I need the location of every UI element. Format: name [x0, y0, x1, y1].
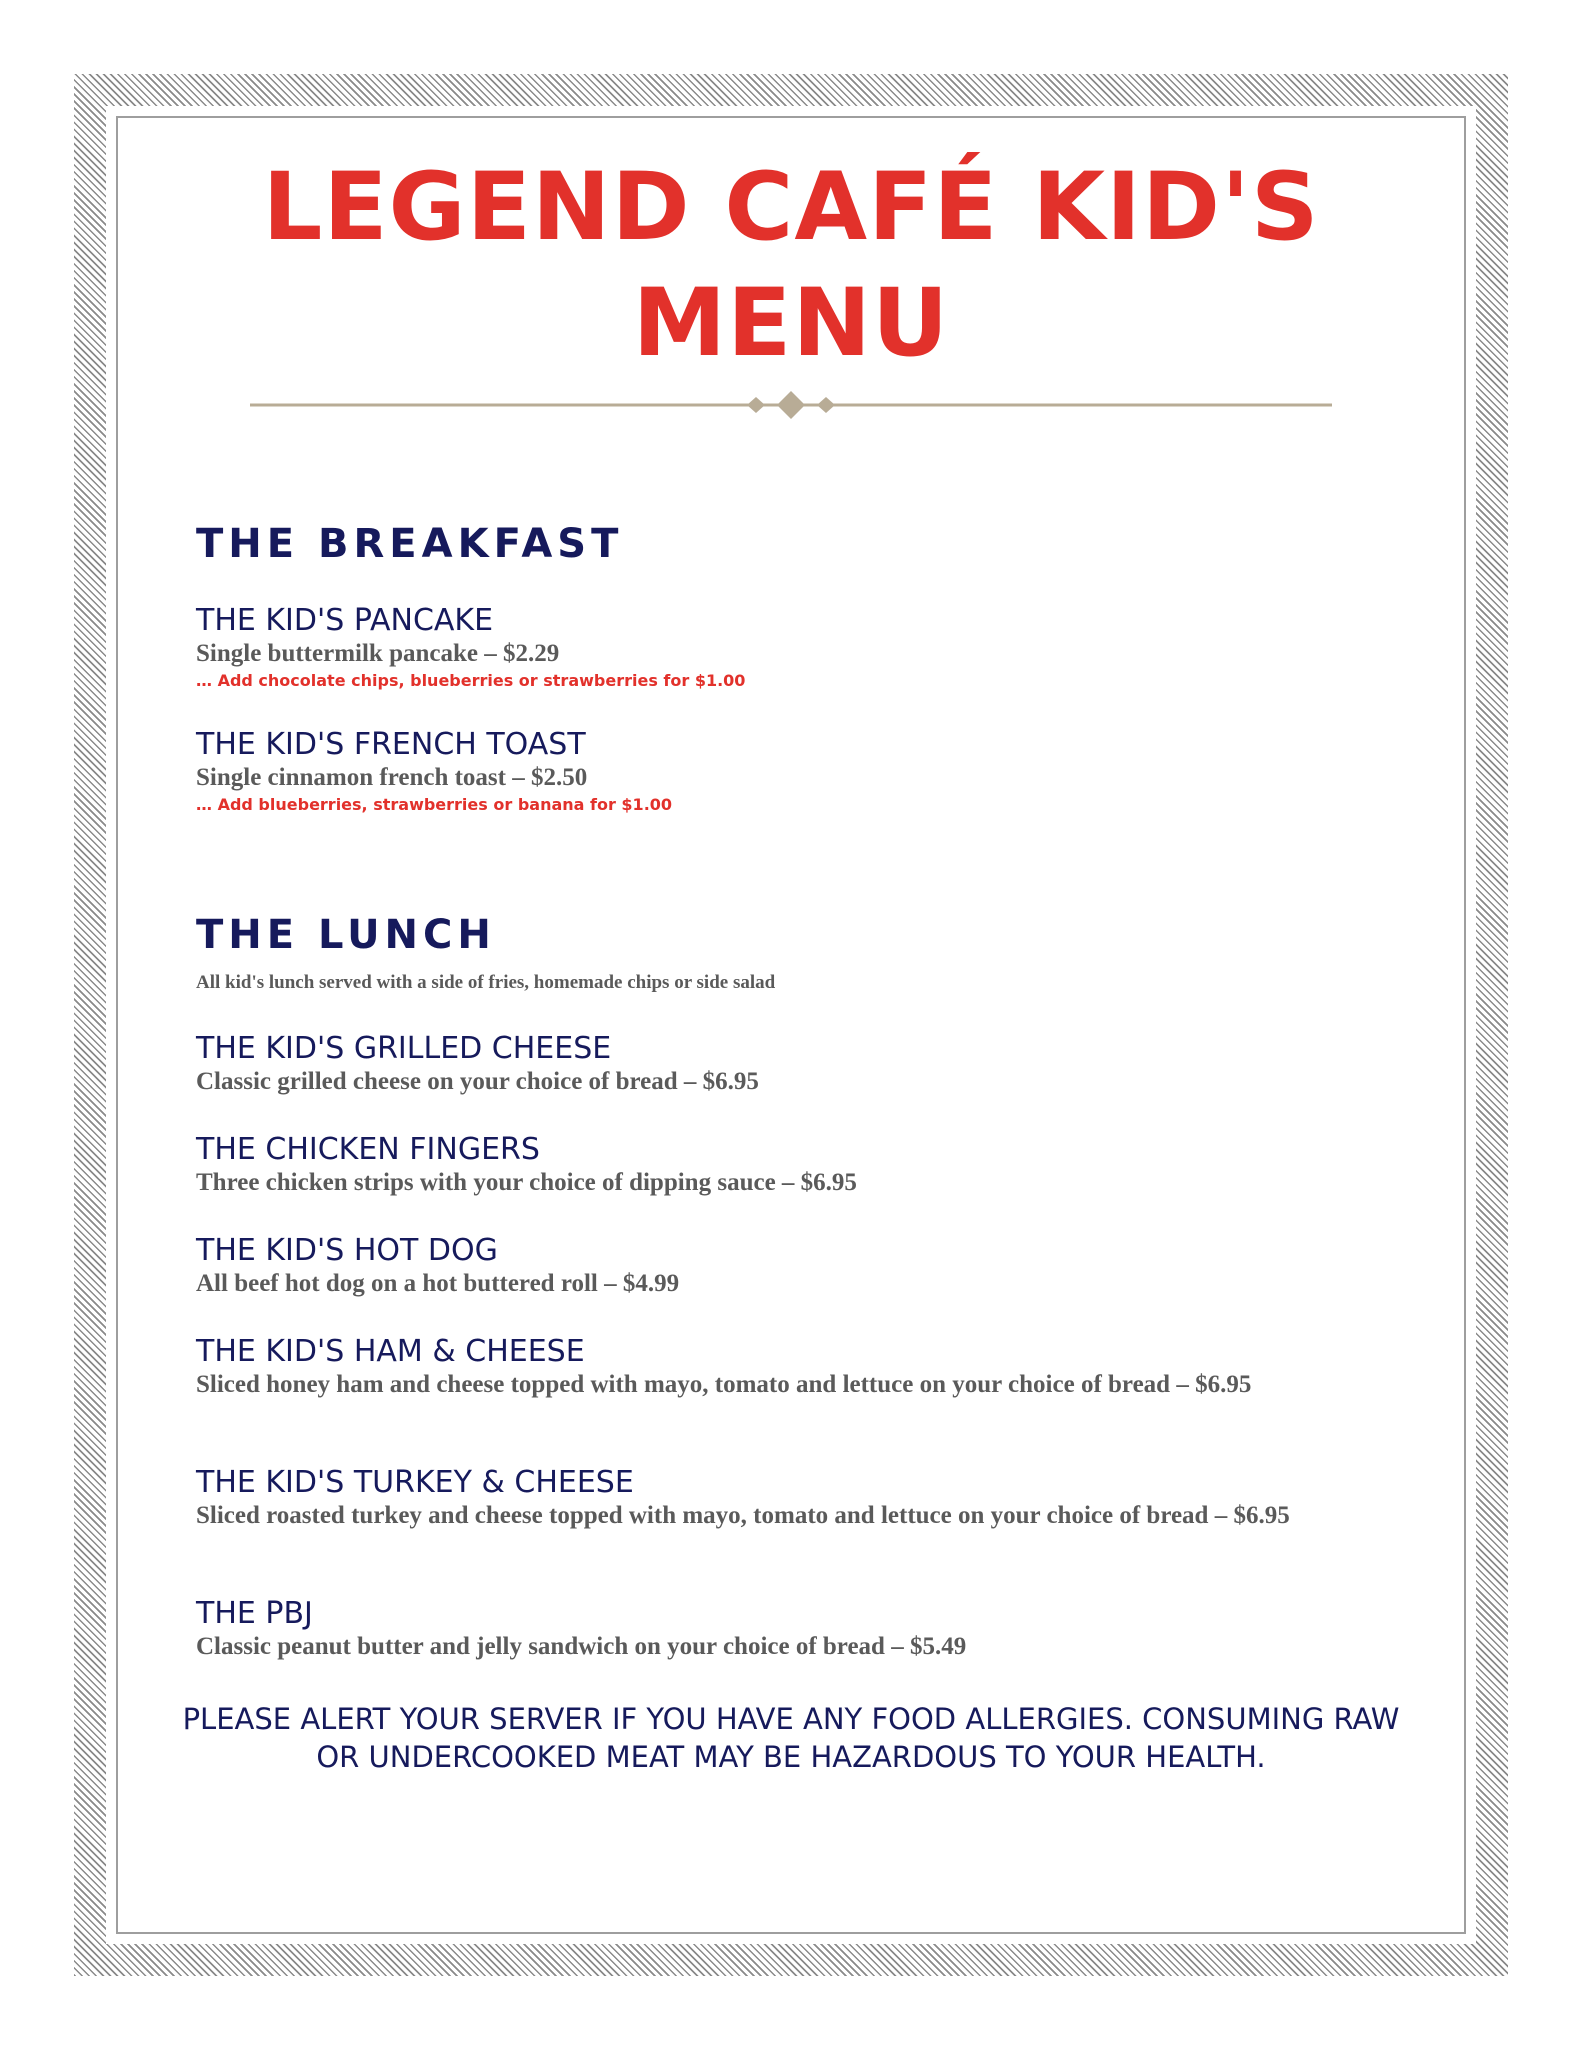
menu-item-description: Classic grilled cheese on your choice of bread – $6.95: [196, 1068, 759, 1095]
menu-item-name: THE KID'S HOT DOG: [196, 1233, 498, 1268]
breakfast-heading: THE BREAKFAST: [196, 521, 624, 567]
lunch-note: All kid's lunch served with a side of fries, homemade chips or side salad: [196, 972, 776, 993]
menu-item-description: Classic peanut butter and jelly sandwich on your choice of bread – $5.49: [196, 1633, 967, 1660]
menu-item-name: THE CHICKEN FINGERS: [196, 1132, 540, 1167]
menu-item-description: All beef hot dog on a hot buttered roll – $4.99: [196, 1270, 680, 1297]
menu-item-description: Single cinnamon french toast – $2.50: [196, 764, 588, 791]
lunch-heading: THE LUNCH: [196, 912, 496, 958]
menu-item-name: THE KID'S HAM & CHEESE: [196, 1334, 585, 1369]
menu-item-description: Three chicken strips with your choice of dipping sauce – $6.95: [196, 1169, 857, 1196]
menu-title: LEGEND CAFÉ KID'S MENU: [262, 153, 1320, 378]
menu-item-description: Single buttermilk pancake – $2.29: [196, 640, 560, 667]
menu-item-name: THE KID'S GRILLED CHEESE: [196, 1031, 612, 1066]
menu-item-name: THE KID'S FRENCH TOAST: [196, 727, 586, 762]
menu-item-addon: … Add chocolate chips, blueberries or strawberries for $1.00: [196, 671, 746, 690]
menu-item-description: Sliced honey ham and cheese topped with mayo, tomato and lettuce on your choice of bread – $6.95: [196, 1371, 1252, 1398]
ornamental-divider: [250, 388, 1332, 422]
menu-item-description: Sliced roasted turkey and cheese topped with mayo, tomato and lettuce on your choice of bread – $6.95: [196, 1502, 1290, 1529]
allergy-notice: PLEASE ALERT YOUR SERVER IF YOU HAVE ANY FOOD ALLERGIES. CONSUMING RAW OR UNDERCOOKED MEAT MAY BE HAZARDOUS TO YOUR HEALTH.: [182, 1702, 1400, 1774]
menu-item-name: THE PBJ: [196, 1596, 313, 1631]
menu-item-addon: … Add blueberries, strawberries or banana for $1.00: [196, 795, 673, 814]
menu-item-name: THE KID'S PANCAKE: [196, 603, 494, 638]
menu-item-name: THE KID'S TURKEY & CHEESE: [196, 1465, 634, 1500]
